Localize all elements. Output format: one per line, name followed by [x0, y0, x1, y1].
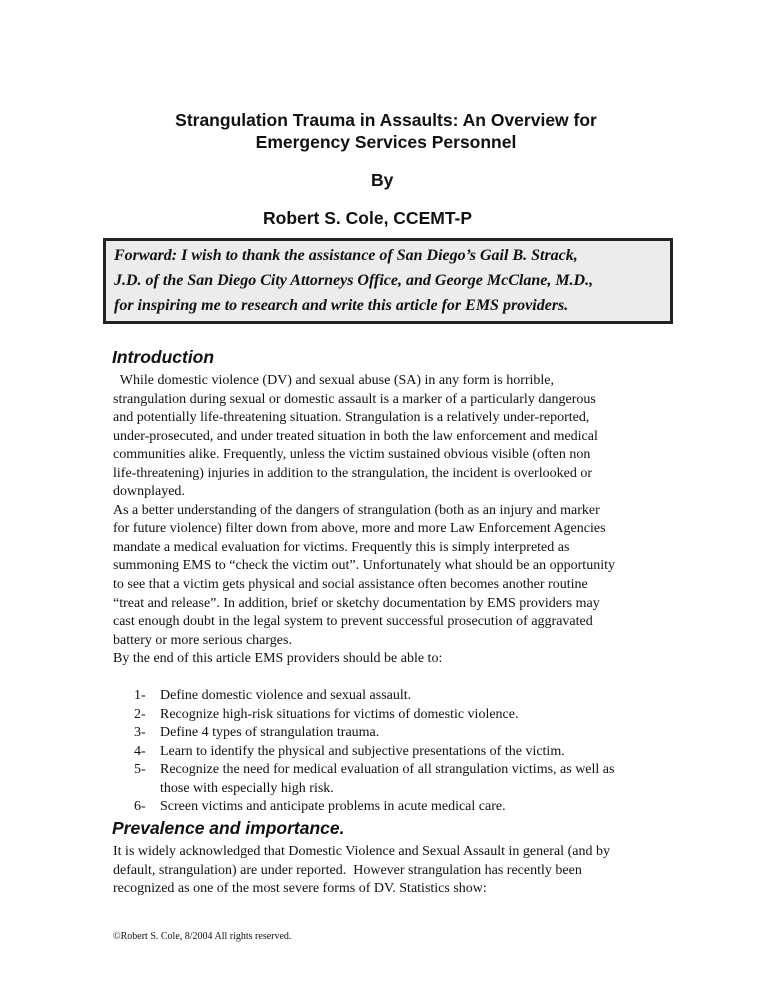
objective-line: Recognize high-risk situations for victims of domestic violence. [160, 706, 519, 722]
objective-line: Define 4 types of strangulation trauma. [160, 725, 380, 741]
objective-line: Screen victims and anticipate problems in acute medical care. [160, 799, 506, 815]
prevalence-body [113, 843, 610, 899]
objective-line: Define domestic violence and sexual assault. [160, 688, 412, 703]
text-line: While domestic violence (DV) and sexual abuse (SA) in any form is horrible, [113, 373, 555, 388]
objective-text [160, 687, 411, 706]
objective-line: Learn to identify the physical and subjective presentations of the victim. [160, 743, 565, 759]
text-line: “treat and release”. In addition, brief or sketchy documentation by EMS providers may [113, 595, 600, 611]
objective-number: 4- [134, 743, 146, 759]
objective-item [134, 761, 614, 798]
text-line: mandate a medical evaluation for victims. Frequently this is simply interpreted as [113, 539, 570, 555]
forward-line: J.D. of the San Diego City Attorneys Office, and George McClane, M.D., [114, 272, 594, 289]
text-line: battery or more serious charges. [113, 632, 292, 648]
text-line: communities alike. Frequently, unless the victim sustained obvious visible (often non [113, 447, 591, 463]
text-line: strangulation during sexual or domestic assault is a marker of a particularly dangerous [113, 391, 596, 407]
text-line: summoning EMS to “check the victim out”. Unfortunately what should be an opportunity [113, 558, 615, 574]
objective-number: 2- [134, 706, 146, 722]
objective-text [160, 743, 565, 762]
objective-line: those with especially high risk. [160, 780, 334, 796]
forward-box [103, 238, 673, 324]
objective-number: 5- [134, 762, 146, 778]
text-line: recognized as one of the most severe forms of DV. Statistics show: [113, 881, 487, 897]
title-line: Emergency Services Personnel [255, 132, 517, 152]
document-title [2, 109, 768, 153]
text-line: for future violence) filter down from above, more and more Law Enforcement Agencies [113, 521, 606, 537]
objective-number: 6- [134, 799, 146, 815]
introduction-body [113, 372, 615, 650]
objective-text [160, 706, 518, 725]
text-line: downplayed. [113, 484, 185, 500]
text-line: As a better understanding of the dangers of strangulation (both as an injury and marker [113, 502, 600, 518]
text-line: default, strangulation) are under reported. However strangulation has recently been [113, 862, 582, 878]
objective-number: 1- [134, 688, 146, 703]
objective-item [134, 687, 614, 706]
objective-number: 3- [134, 725, 146, 741]
objective-text [160, 724, 379, 743]
text-line: It is widely acknowledged that Domestic Violence and Sexual Assault in general (and by [113, 844, 610, 859]
objective-line: Recognize the need for medical evaluation of all strangulation victims, as well as [160, 762, 615, 778]
text-line: to see that a victim gets physical and social assistance often becomes another routine [113, 577, 588, 593]
objective-item [134, 706, 614, 725]
text-line: under-prosecuted, and under treated situation in both the law enforcement and medical [113, 428, 598, 444]
forward-line: for inspiring me to research and write this article for EMS providers. [114, 297, 569, 314]
objectives-intro: By the end of this article EMS providers should be able to: [113, 651, 443, 666]
title-line: Strangulation Trauma in Assaults: An Overview for [175, 110, 597, 130]
author-name: Robert S. Cole, CCEMT-P [263, 208, 473, 228]
objective-text [160, 761, 614, 798]
text-line: life-threatening) injuries in addition to the strangulation, the incident is overlooked or [113, 465, 592, 481]
forward-line: Forward: I wish to thank the assistance of San Diego’s Gail B. Strack, [114, 247, 578, 264]
objectives-list [134, 687, 614, 817]
objective-text [160, 798, 506, 817]
objective-item [134, 724, 614, 743]
byline-label: By [371, 170, 394, 190]
copyright-footer: ©Robert S. Cole, 8/2004 All rights reserved. [113, 931, 292, 942]
objective-item [134, 743, 614, 762]
text-line: and potentially life-threatening situation. Strangulation is a relatively under-reported, [113, 410, 590, 426]
prevalence-heading: Prevalence and importance. [112, 818, 345, 838]
objective-item [134, 798, 614, 817]
text-line: cast enough doubt in the legal system to prevent successful prosecution of aggravated [113, 614, 593, 630]
introduction-heading: Introduction [112, 347, 215, 367]
